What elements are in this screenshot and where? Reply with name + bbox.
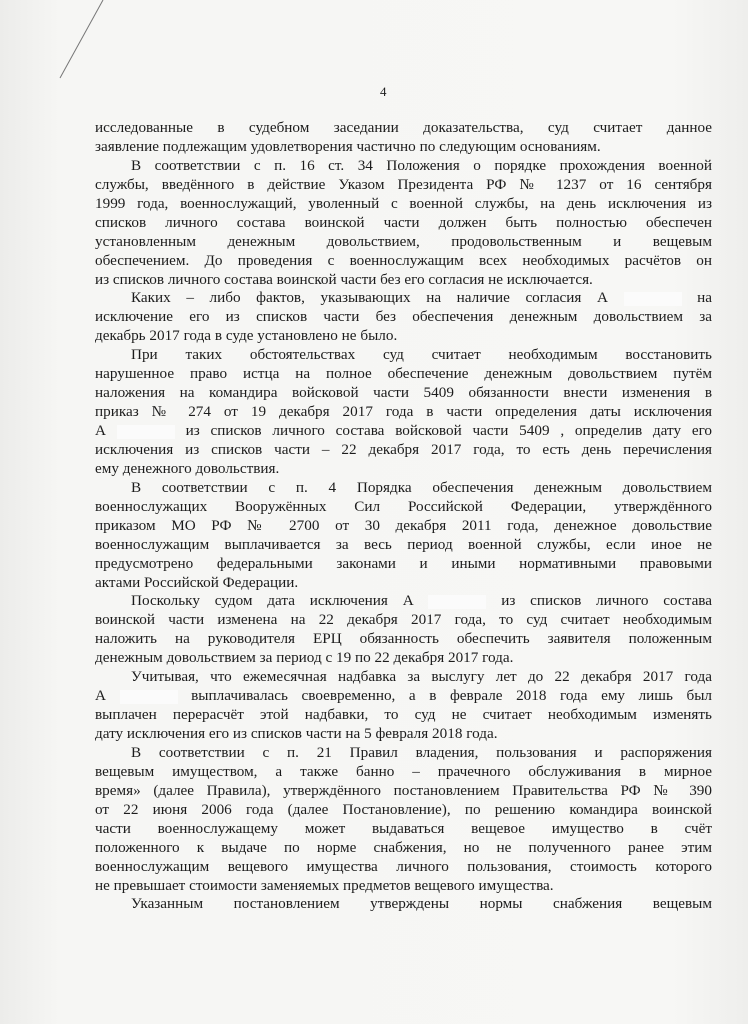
line-text: выплачен перерасчёт этой надбавки, то суд не считает необходимым изменять — [95, 706, 712, 724]
text-line — [95, 592, 712, 611]
line-text: воинской части изменена на 22 декабря 2017 года, то суд считает необходимым — [95, 611, 712, 629]
line-text: на — [697, 289, 712, 307]
page-fold-line — [0, 0, 120, 90]
paragraph — [95, 895, 712, 914]
line-text: из списков личного состава воинской части без его согласия не исключается. — [95, 270, 593, 288]
text-line — [95, 498, 712, 517]
text-line — [95, 725, 712, 744]
line-text: заявление подлежащим удовлетворения частично по следующим основаниям. — [95, 137, 601, 155]
line-text: военнослужащим вещевого имущества личного пользования, стоимость которого — [95, 857, 712, 875]
text-line — [95, 233, 712, 252]
line-text: исключение его из списков части без обеспечения денежным довольствием за — [95, 308, 712, 326]
text-line — [95, 346, 712, 365]
text-line — [95, 422, 712, 441]
paragraph — [95, 592, 712, 668]
paragraph — [95, 668, 712, 744]
text-line — [95, 441, 712, 460]
line-text: от 22 июня 2006 года (далее Постановление), по решению командира воинской — [95, 800, 712, 818]
text-line — [95, 536, 712, 555]
redacted-name — [624, 292, 682, 306]
text-line — [95, 157, 712, 176]
text-line — [95, 649, 712, 668]
text-line — [95, 195, 712, 214]
text-line — [95, 517, 712, 536]
text-line — [95, 403, 712, 422]
paragraph — [95, 119, 712, 157]
line-text: обеспечением. До проведения с военнослужащим всех необходимых расчётов он — [95, 251, 712, 269]
paragraph — [95, 289, 712, 346]
line-text: наложить на руководителя ЕРЦ обязанность обеспечить заявителя положенным — [95, 630, 712, 648]
line-text: военнослужащих Вооружённых Сил Российской Федерации, утверждённого — [95, 497, 712, 515]
text-line — [95, 119, 712, 138]
line-text: актами Российской Федерации. — [95, 573, 299, 591]
line-text: выплачивалась своевременно, а в феврале 2018 года ему лишь был — [191, 687, 713, 705]
text-line — [95, 460, 712, 479]
line-text: исключения из списков части – 22 декабря 2017 года, то есть день перечисления — [95, 440, 712, 458]
text-line — [95, 252, 712, 271]
line-text: В соответствии с п. 21 Правил владения, пользования и распоряжения — [131, 743, 712, 761]
paragraph — [95, 346, 712, 479]
redacted-name — [117, 425, 175, 439]
text-line — [95, 687, 712, 706]
text-line — [95, 289, 712, 308]
line-text: не превышает стоимости заменяемых предметов вещевого имущества. — [95, 876, 554, 894]
text-line — [95, 555, 712, 574]
text-line — [95, 479, 712, 498]
text-line — [95, 611, 712, 630]
line-text: А — [95, 422, 106, 439]
redacted-name — [120, 690, 178, 704]
line-text: 1999 года, военнослужащий, уволенный с военной службы, на день исключения из — [95, 194, 712, 212]
line-text: Учитывая, что ежемесячная надбавка за выслугу лет до 22 декабря 2017 года — [131, 668, 712, 686]
text-line — [95, 384, 712, 403]
line-text: установленным денежным довольствием, продовольственным и вещевым — [95, 232, 712, 250]
text-line — [95, 308, 712, 327]
text-line — [95, 801, 712, 820]
text-line — [95, 877, 712, 896]
text-line — [95, 365, 712, 384]
text-line — [95, 820, 712, 839]
text-line — [95, 782, 712, 801]
line-text: части военнослужащему может выдаваться вещевое имущество в счёт — [95, 819, 712, 837]
line-text: Каких – либо фактов, указывающих на наличие согласия А — [131, 289, 608, 307]
line-text: В соответствии с п. 16 ст. 34 Положения о порядке прохождения военной — [131, 156, 712, 174]
paragraph — [95, 744, 712, 896]
text-line — [95, 176, 712, 195]
line-text: декабрь 2017 года в суде установлено не было. — [95, 327, 398, 345]
text-line — [95, 630, 712, 649]
line-text: ему денежного довольствия. — [95, 459, 280, 477]
line-text: списков личного состава воинской части должен быть полностью обеспечен — [95, 213, 712, 231]
text-line — [95, 574, 712, 593]
line-text: положенного к выдаче по норме снабжения, но не полученного ранее этим — [95, 838, 712, 856]
document-body — [95, 119, 712, 914]
line-text: При таких обстоятельствах суд считает необходимым восстановить — [131, 346, 712, 364]
text-line — [95, 706, 712, 725]
line-text: Поскольку судом дата исключения А — [131, 592, 414, 610]
line-text: предусмотрено федеральными законами и иными нормативными правовыми — [95, 554, 712, 572]
text-line — [95, 327, 712, 346]
line-text: вещевым имуществом, а также банно – прачечного обслуживания в мирное — [95, 762, 712, 780]
line-text: время» (далее Правила), утверждённого постановлением Правительства РФ № 390 — [95, 781, 712, 799]
text-line — [95, 668, 712, 687]
text-line — [95, 895, 712, 914]
line-text: нарушенное право истца на полное обеспечение денежным довольствием путём — [95, 365, 712, 383]
line-text: исследованные в судебном заседании доказательства, суд считает данное — [95, 119, 712, 136]
line-text: денежным довольствием за период с 19 по 22 декабря 2017 года. — [95, 649, 514, 667]
line-text: из списков личного состава — [501, 592, 713, 610]
text-line — [95, 858, 712, 877]
page-number: 4 — [380, 84, 387, 99]
paragraph — [95, 479, 712, 593]
line-text: военнослужащим выплачивается за весь период военной службы, если иное не — [95, 535, 712, 553]
text-line — [95, 839, 712, 858]
text-line — [95, 271, 712, 290]
line-text: В соответствии с п. 4 Порядка обеспечения денежным довольствием — [131, 478, 712, 496]
line-text: службы, введённого в действие Указом Президента РФ № 1237 от 16 сентября — [95, 175, 712, 193]
line-text: приказ № 274 от 19 декабря 2017 года в части определения даты исключения — [95, 403, 712, 421]
text-line — [95, 138, 712, 157]
line-text: А — [95, 687, 106, 705]
text-line — [95, 763, 712, 782]
line-text: из списков личного состава войсковой части 5409 , определив дату его — [185, 422, 713, 439]
line-text: Указанным постановлением утверждены нормы снабжения вещевым — [131, 895, 712, 913]
text-line — [95, 214, 712, 233]
line-text: дату исключения его из списков части на 5 февраля 2018 года. — [95, 725, 498, 742]
redacted-name — [428, 595, 486, 609]
paragraph — [95, 157, 712, 290]
text-line — [95, 744, 712, 763]
line-text: наложения на командира войсковой части 5409 обязанности внести изменения в — [95, 384, 712, 402]
line-text: приказом МО РФ № 2700 от 30 декабря 2011 года, денежное довольствие — [95, 516, 712, 534]
